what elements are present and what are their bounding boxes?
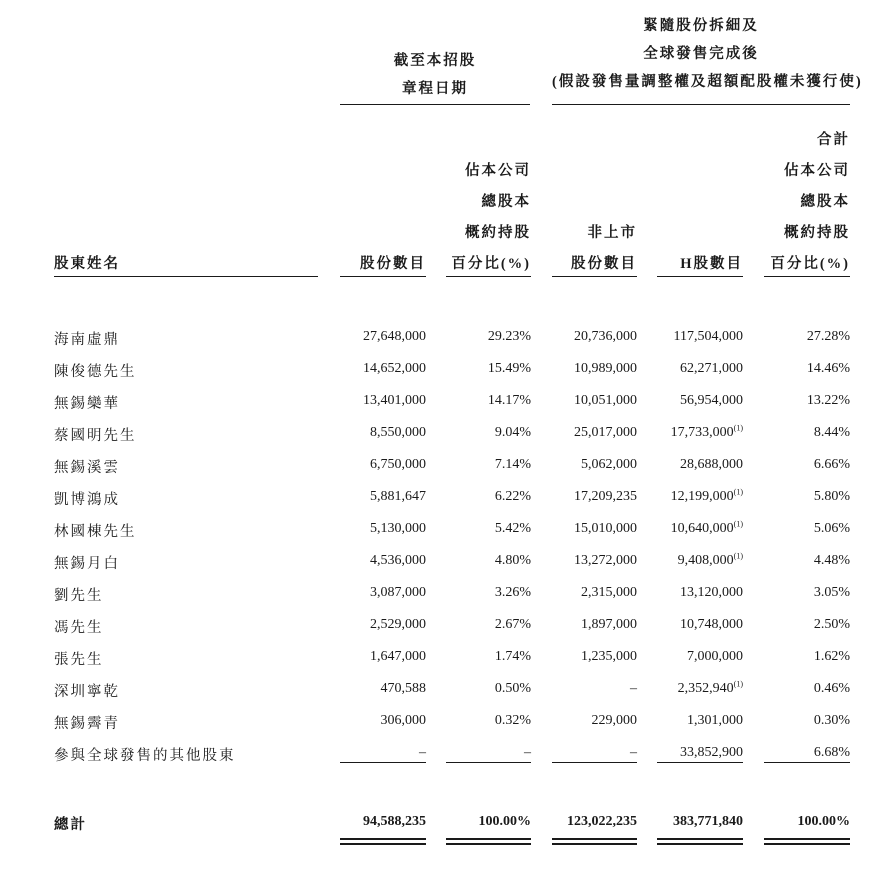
header-underline bbox=[764, 276, 850, 277]
total-label: 總計 bbox=[54, 817, 87, 833]
row-name: 張先生 bbox=[54, 652, 104, 668]
h-shares-value: 62,271,000 bbox=[680, 361, 743, 376]
group-header-after-split: 緊隨股份拆細及 bbox=[643, 18, 759, 34]
cell-shares-before: 5,881,647 bbox=[370, 489, 426, 504]
column-header-name: 股東姓名 bbox=[54, 256, 120, 272]
total-double-line bbox=[764, 843, 850, 845]
total-double-line bbox=[340, 838, 426, 840]
cell-pct-before: 0.50% bbox=[494, 681, 531, 696]
column-header-pct_after: 概約持股 bbox=[784, 225, 850, 241]
column-header-pct_before: 佔本公司 bbox=[465, 163, 531, 179]
group-header-after-split: (假設發售量調整權及超額配股權未獲行使) bbox=[552, 74, 863, 90]
group-header-after-split: 全球發售完成後 bbox=[643, 46, 759, 62]
footnote-marker: (1) bbox=[733, 423, 743, 433]
cell-pct-before: 7.14% bbox=[494, 457, 531, 472]
column-header-shares_before: 股份數目 bbox=[360, 256, 426, 272]
cell-pct-before: 9.04% bbox=[494, 425, 531, 440]
cell-shares-before: 27,648,000 bbox=[363, 329, 426, 344]
cell-h-shares bbox=[687, 713, 743, 729]
cell-pct-after: 6.66% bbox=[813, 457, 850, 472]
row-name: 劉先生 bbox=[54, 588, 104, 604]
cell-pct-before: – bbox=[524, 745, 531, 760]
cell-shares-before: 5,130,000 bbox=[370, 521, 426, 536]
cell-unlisted: 25,017,000 bbox=[574, 425, 637, 440]
cell-shares-before: 3,087,000 bbox=[370, 585, 426, 600]
cell-unlisted: 5,062,000 bbox=[581, 457, 637, 472]
h-shares-value: 12,199,000 bbox=[670, 489, 734, 504]
cell-h-shares bbox=[687, 649, 743, 665]
cell-shares-before: 2,529,000 bbox=[370, 617, 426, 632]
cell-pct-after: 0.30% bbox=[813, 713, 850, 728]
group-header-prospectus-date: 章程日期 bbox=[402, 81, 468, 97]
column-header-pct_before: 總股本 bbox=[481, 194, 531, 210]
row-name: 陳俊德先生 bbox=[54, 364, 137, 380]
cell-pct-before: 2.67% bbox=[494, 617, 531, 632]
row-name: 林國棟先生 bbox=[54, 524, 137, 540]
cell-shares-before: 13,401,000 bbox=[363, 393, 426, 408]
header-underline bbox=[446, 276, 531, 277]
row-name: 凱博鴻成 bbox=[54, 492, 120, 508]
column-header-unlisted: 股份數目 bbox=[571, 256, 637, 272]
total-double-line bbox=[446, 838, 531, 840]
cell-unlisted: 15,010,000 bbox=[574, 521, 637, 536]
row-name: 無錫月白 bbox=[54, 556, 120, 572]
cell-h-shares bbox=[680, 393, 743, 409]
header-underline bbox=[340, 276, 426, 277]
row-name: 參與全球發售的其他股東 bbox=[54, 748, 236, 764]
row-name: 海南虛鼎 bbox=[54, 332, 120, 348]
header-underline bbox=[552, 276, 637, 277]
cell-pct-before: 6.22% bbox=[494, 489, 531, 504]
cell-pct-before: 14.17% bbox=[487, 393, 531, 408]
header-underline bbox=[657, 276, 743, 277]
cell-h-shares bbox=[680, 617, 743, 633]
cell-unlisted: 1,897,000 bbox=[581, 617, 637, 632]
cell-unlisted: – bbox=[630, 745, 637, 760]
total-double-line bbox=[657, 843, 743, 845]
column-header-unlisted: 非上市 bbox=[587, 225, 637, 241]
cell-h-shares bbox=[674, 329, 743, 345]
h-shares-value: 10,748,000 bbox=[680, 617, 743, 632]
total-double-line bbox=[552, 843, 637, 845]
cell-h-shares bbox=[671, 425, 743, 441]
column-header-h_shares: H股數目 bbox=[680, 256, 743, 272]
cell-h-shares bbox=[680, 457, 743, 473]
subtotal-line bbox=[657, 762, 743, 763]
cell-shares-before: 6,750,000 bbox=[370, 457, 426, 472]
h-shares-value: 9,408,000 bbox=[677, 553, 734, 568]
cell-h-shares bbox=[678, 681, 743, 697]
cell-shares-before: 306,000 bbox=[380, 713, 426, 728]
cell-shares-before: 470,588 bbox=[380, 681, 426, 696]
cell-h-shares bbox=[671, 489, 743, 505]
cell-pct-after: 27.28% bbox=[806, 329, 850, 344]
footnote-marker: (1) bbox=[733, 679, 743, 689]
header-underline bbox=[54, 276, 318, 277]
h-shares-value: 56,954,000 bbox=[680, 393, 743, 408]
group-header-prospectus-date: 截至本招股 bbox=[393, 53, 477, 69]
cell-pct-before: 5.42% bbox=[494, 521, 531, 536]
cell-pct-after: 13.22% bbox=[806, 393, 850, 408]
cell-unlisted: 1,235,000 bbox=[581, 649, 637, 664]
cell-pct-after: 1.62% bbox=[813, 649, 850, 664]
cell-pct-before: 29.23% bbox=[487, 329, 531, 344]
cell-shares-before: 1,647,000 bbox=[370, 649, 426, 664]
cell-h-shares bbox=[680, 585, 743, 601]
cell-pct-after: 6.68% bbox=[813, 745, 850, 760]
cell-h-shares bbox=[671, 521, 743, 537]
subtotal-line bbox=[446, 762, 531, 763]
group-header-underline bbox=[340, 104, 530, 105]
subtotal-line bbox=[764, 762, 850, 763]
cell-unlisted: 10,989,000 bbox=[574, 361, 637, 376]
cell-pct-after: 4.48% bbox=[813, 553, 850, 568]
total-double-line bbox=[764, 838, 850, 840]
row-name: 無錫溪雲 bbox=[54, 460, 120, 476]
total-double-line bbox=[340, 843, 426, 845]
h-shares-value: 13,120,000 bbox=[680, 585, 743, 600]
cell-unlisted: 13,272,000 bbox=[574, 553, 637, 568]
cell-unlisted: 229,000 bbox=[591, 713, 637, 728]
cell-pct-after: 14.46% bbox=[806, 361, 850, 376]
cell-h-shares bbox=[680, 745, 743, 761]
footnote-marker: (1) bbox=[733, 551, 743, 561]
cell-pct-before: 1.74% bbox=[494, 649, 531, 664]
cell-pct-after: 5.80% bbox=[813, 489, 850, 504]
total-pct-after: 100.00% bbox=[797, 814, 850, 829]
h-shares-value: 1,301,000 bbox=[687, 713, 743, 728]
cell-shares-before: 14,652,000 bbox=[363, 361, 426, 376]
row-name: 馮先生 bbox=[54, 620, 104, 636]
cell-unlisted: 20,736,000 bbox=[574, 329, 637, 344]
subtotal-line bbox=[340, 762, 426, 763]
cell-pct-after: 3.05% bbox=[813, 585, 850, 600]
cell-shares-before: 4,536,000 bbox=[370, 553, 426, 568]
total-pct-before: 100.00% bbox=[478, 814, 531, 829]
total-shares-before: 94,588,235 bbox=[363, 814, 426, 829]
cell-shares-before: – bbox=[419, 745, 426, 760]
cell-pct-after: 2.50% bbox=[813, 617, 850, 632]
column-header-pct_before: 概約持股 bbox=[465, 225, 531, 241]
cell-unlisted: 2,315,000 bbox=[581, 585, 637, 600]
total-h-shares: 383,771,840 bbox=[673, 814, 743, 829]
total-unlisted: 123,022,235 bbox=[567, 814, 637, 829]
cell-shares-before: 8,550,000 bbox=[370, 425, 426, 440]
subtotal-line bbox=[552, 762, 637, 763]
column-header-pct_after: 合計 bbox=[817, 132, 850, 148]
h-shares-value: 33,852,900 bbox=[680, 745, 743, 760]
total-double-line bbox=[657, 838, 743, 840]
cell-pct-after: 8.44% bbox=[813, 425, 850, 440]
h-shares-value: 117,504,000 bbox=[673, 329, 743, 344]
h-shares-value: 2,352,940 bbox=[677, 681, 734, 696]
total-double-line bbox=[552, 838, 637, 840]
cell-h-shares bbox=[678, 553, 743, 569]
column-header-pct_after: 百分比(%) bbox=[770, 256, 850, 272]
group-header-underline bbox=[552, 104, 850, 105]
row-name: 無錫霽青 bbox=[54, 716, 120, 732]
h-shares-value: 10,640,000 bbox=[670, 521, 734, 536]
total-double-line bbox=[446, 843, 531, 845]
cell-unlisted: 10,051,000 bbox=[574, 393, 637, 408]
cell-pct-before: 0.32% bbox=[494, 713, 531, 728]
h-shares-value: 17,733,000 bbox=[670, 425, 734, 440]
footnote-marker: (1) bbox=[733, 519, 743, 529]
cell-pct-before: 3.26% bbox=[494, 585, 531, 600]
cell-unlisted: – bbox=[630, 681, 637, 696]
column-header-pct_after: 總股本 bbox=[800, 194, 850, 210]
h-shares-value: 28,688,000 bbox=[680, 457, 743, 472]
row-name: 蔡國明先生 bbox=[54, 428, 137, 444]
cell-pct-before: 4.80% bbox=[494, 553, 531, 568]
cell-pct-after: 0.46% bbox=[813, 681, 850, 696]
cell-pct-before: 15.49% bbox=[487, 361, 531, 376]
footnote-marker: (1) bbox=[733, 487, 743, 497]
cell-unlisted: 17,209,235 bbox=[574, 489, 637, 504]
h-shares-value: 7,000,000 bbox=[687, 649, 743, 664]
cell-pct-after: 5.06% bbox=[813, 521, 850, 536]
row-name: 深圳寧乾 bbox=[54, 684, 120, 700]
row-name: 無錫欒華 bbox=[54, 396, 120, 412]
cell-h-shares bbox=[680, 361, 743, 377]
column-header-pct_before: 百分比(%) bbox=[451, 256, 531, 272]
column-header-pct_after: 佔本公司 bbox=[784, 163, 850, 179]
